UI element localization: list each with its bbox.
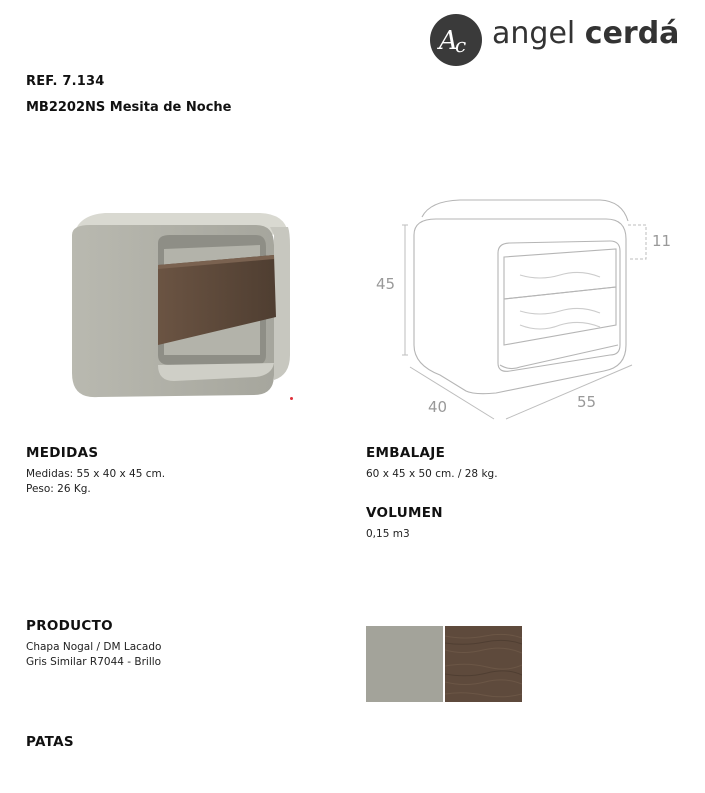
svg-text:A: A — [439, 26, 458, 56]
volumen-title: VOLUMEN — [366, 505, 443, 521]
brand-name-light: angel — [492, 16, 576, 51]
dim-height-label: 45 — [376, 275, 396, 293]
svg-text:c: c — [455, 33, 467, 57]
brand-name — [492, 16, 679, 51]
accent-dot — [290, 397, 293, 400]
swatch-gray-lacquer — [366, 626, 443, 702]
medidas-weight: Peso: 26 Kg. — [26, 483, 91, 495]
product-ref: REF. 7.134 — [26, 74, 105, 89]
product-model: MB2202NS Mesita de Noche — [26, 100, 232, 115]
dim-drawer-label: 11 — [652, 232, 672, 250]
technical-drawing — [370, 195, 670, 430]
dim-depth-label: 40 — [428, 398, 448, 416]
producto-finish: Gris Similar R7044 - Brillo — [26, 656, 162, 668]
brand-logo-mark — [428, 12, 484, 68]
medidas-title: MEDIDAS — [26, 445, 99, 461]
dim-width-label: 55 — [577, 393, 597, 411]
brand-name-bold: cerdá — [584, 16, 680, 51]
embalaje-title: EMBALAJE — [366, 445, 446, 461]
producto-material: Chapa Nogal / DM Lacado — [26, 641, 162, 653]
product-photo — [60, 205, 310, 415]
medidas-dimensions: Medidas: 55 x 40 x 45 cm. — [26, 468, 166, 480]
embalaje-value: 60 x 45 x 50 cm. / 28 kg. — [366, 468, 498, 480]
swatch-walnut — [445, 626, 522, 702]
patas-title: PATAS — [26, 734, 74, 750]
volumen-value: 0,15 m3 — [366, 528, 410, 540]
producto-title: PRODUCTO — [26, 618, 113, 634]
